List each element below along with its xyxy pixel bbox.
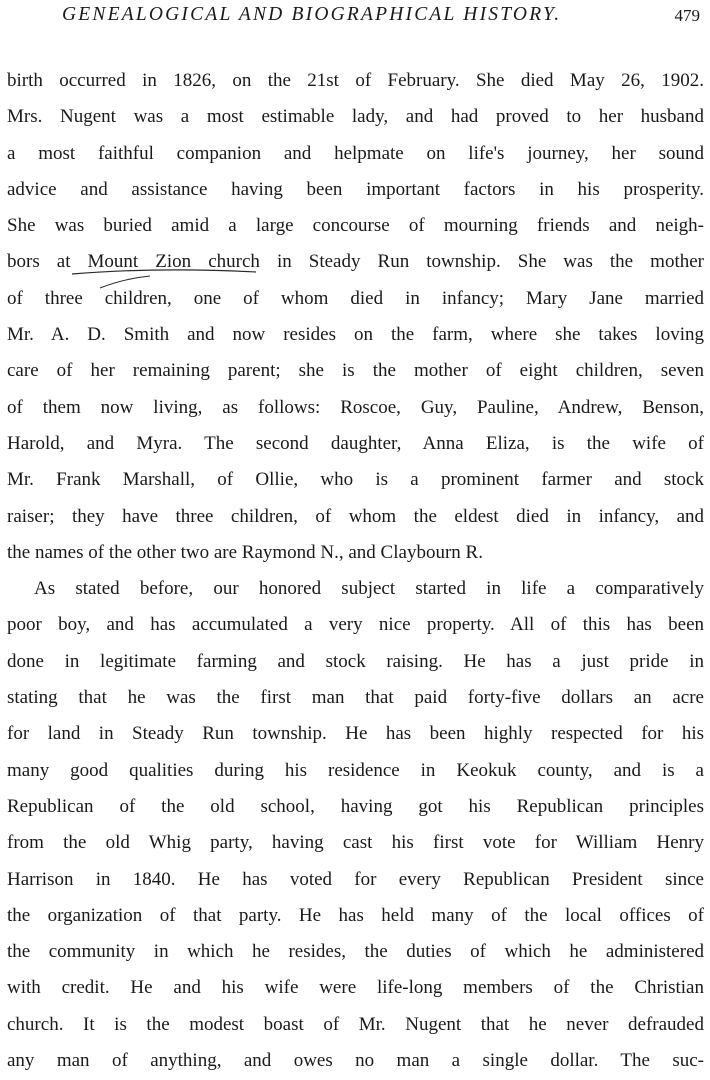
text-line: birth occurred in 1826, on the 21st of February. She died May 26, 1902.	[7, 70, 704, 91]
text-line: bors at Mount Zion church in Steady Run township. She was the mother	[7, 251, 704, 273]
text-line: Harrison in 1840. He has voted for every Republican President since	[7, 868, 704, 890]
text-line: Republican of the old school, having got his Republican principles	[7, 795, 704, 817]
text-line: Harold, and Myra. The second daughter, Anna Eliza, is the wife of	[7, 432, 704, 454]
text-line: of three children, one of whom died in infancy; Mary Jane married	[7, 287, 704, 309]
text-line: the organization of that party. He has held many of the local offices of	[7, 904, 704, 926]
text-line: church. It is the modest boast of Mr. Nugent that he never defrauded	[7, 1013, 704, 1035]
text-line: Mr. Frank Marshall, of Ollie, who is a prominent farmer and stock	[7, 469, 704, 491]
body-text	[7, 63, 704, 1079]
text-line: from the old Whig party, having cast his first vote for William Henry	[7, 832, 704, 854]
text-line: advice and assistance having been important factors in his prosperity.	[7, 178, 704, 200]
text-line: for land in Steady Run township. He has been highly respected for his	[7, 723, 704, 745]
page-number: 479	[674, 6, 700, 25]
text-line: poor boy, and has accumulated a very nice property. All of this has been	[7, 614, 704, 636]
paragraph-2	[7, 571, 704, 1079]
handwritten-underline-mark	[70, 266, 260, 290]
running-head: GENEALOGICAL AND BIOGRAPHICAL HISTORY.	[62, 4, 562, 25]
text-line: She was buried amid a large concourse of mourning friends and neigh-	[7, 215, 704, 237]
text-line: Mr. A. D. Smith and now resides on the farm, where she takes loving	[7, 324, 704, 346]
text-line: the names of the other two are Raymond N., and Claybourn R.	[7, 541, 483, 563]
text-line: As stated before, our honored subject started in life a comparatively	[34, 578, 704, 600]
text-line: done in legitimate farming and stock raising. He has a just pride in	[7, 650, 704, 672]
text-line: any man of anything, and owes no man a single dollar. The suc-	[7, 1050, 704, 1072]
text-line: Mrs. Nugent was a most estimable lady, and had proved to her husband	[7, 106, 704, 128]
text-line: care of her remaining parent; she is the mother of eight children, seven	[7, 360, 704, 382]
paragraph-1	[7, 63, 704, 571]
text-line: a most faithful companion and helpmate on life's journey, her sound	[7, 142, 704, 164]
text-line: many good qualities during his residence in Keokuk county, and is a	[7, 759, 704, 781]
text-line: raiser; they have three children, of whom the eldest died in infancy, and	[7, 505, 704, 527]
text-line: with credit. He and his wife were life-long members of the Christian	[7, 977, 704, 999]
page-header	[0, 4, 710, 30]
text-line: stating that he was the first man that paid forty-five dollars an acre	[7, 687, 704, 709]
text-line: the community in which he resides, the duties of which he administered	[7, 941, 704, 963]
text-line: of them now living, as follows: Roscoe, Guy, Pauline, Andrew, Benson,	[7, 396, 704, 418]
